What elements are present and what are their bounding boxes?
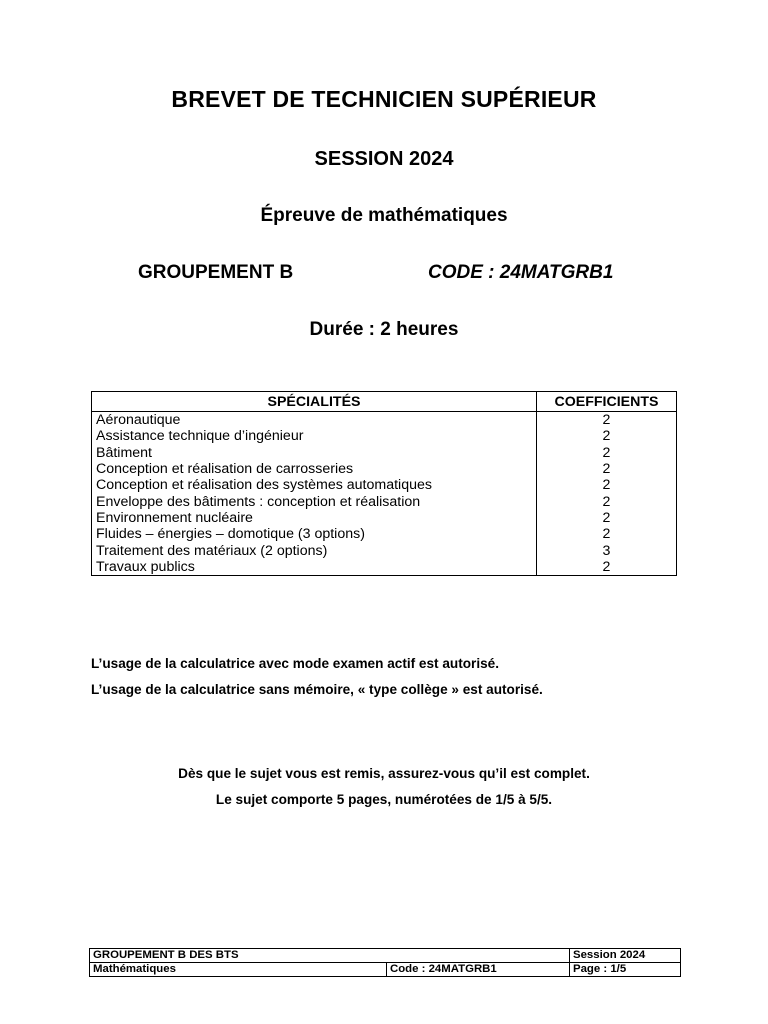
footer-matiere: Mathématiques xyxy=(90,963,387,977)
table-row xyxy=(92,428,677,444)
table-header-row xyxy=(92,392,677,412)
footer-page: Page : 1/5 xyxy=(570,963,681,977)
coefficient-cell: 2 xyxy=(537,526,677,542)
specialites-table xyxy=(91,391,677,576)
footer-code: Code : 24MATGRB1 xyxy=(387,963,570,977)
coefficient-cell: 2 xyxy=(537,412,677,429)
coefficient-cell: 2 xyxy=(537,493,677,509)
session-heading: SESSION 2024 xyxy=(314,148,454,170)
footer-row xyxy=(90,963,681,977)
table-row xyxy=(92,445,677,461)
calculator-note-exam-mode: L’usage de la calculatrice avec mode examen actif est autorisé. xyxy=(91,656,500,671)
table-row xyxy=(92,510,677,526)
specialite-cell: Aéronautique xyxy=(92,412,537,429)
specialite-cell: Conception et réalisation des systèmes automatiques xyxy=(92,477,537,493)
coefficient-cell: 3 xyxy=(537,542,677,558)
specialite-cell: Assistance technique d’ingénieur xyxy=(92,428,537,444)
specialite-cell: Conception et réalisation de carrosseries xyxy=(92,461,537,477)
coefficient-cell: 2 xyxy=(537,510,677,526)
table-row xyxy=(92,559,677,576)
coefficient-cell: 2 xyxy=(537,461,677,477)
table-row xyxy=(92,461,677,477)
groupement-label: GROUPEMENT B xyxy=(138,262,294,283)
coefficient-cell: 2 xyxy=(537,559,677,576)
coefficient-cell: 2 xyxy=(537,445,677,461)
specialite-cell: Bâtiment xyxy=(92,445,537,461)
duree-label: Durée : 2 heures xyxy=(309,319,459,340)
specialites-column-header: SPÉCIALITÉS xyxy=(92,392,537,412)
document-title: BREVET DE TECHNICIEN SUPÉRIEUR xyxy=(171,86,597,112)
page-count-note: Le sujet comporte 5 pages, numérotées de 1/5 à 5/5. xyxy=(215,792,553,807)
table-row xyxy=(92,493,677,509)
completeness-note: Dès que le sujet vous est remis, assurez-vous qu’il est complet. xyxy=(178,766,590,781)
specialite-cell: Traitement des matériaux (2 options) xyxy=(92,542,537,558)
table-row xyxy=(92,526,677,542)
footer-row xyxy=(90,949,681,963)
specialite-cell: Enveloppe des bâtiments : conception et réalisation xyxy=(92,493,537,509)
footer-groupement: GROUPEMENT B DES BTS xyxy=(90,949,570,963)
specialite-cell: Fluides – énergies – domotique (3 options) xyxy=(92,526,537,542)
coefficient-cell: 2 xyxy=(537,428,677,444)
calculator-note-college: L’usage de la calculatrice sans mémoire, « type collège » est autorisé. xyxy=(91,682,543,697)
coefficient-cell: 2 xyxy=(537,477,677,493)
table-row xyxy=(92,542,677,558)
table-row xyxy=(92,477,677,493)
coefficients-column-header: COEFFICIENTS xyxy=(537,392,677,412)
specialite-cell: Environnement nucléaire xyxy=(92,510,537,526)
footer-table xyxy=(89,948,681,977)
table-row xyxy=(92,412,677,429)
specialite-cell: Travaux publics xyxy=(92,559,537,576)
footer-session: Session 2024 xyxy=(570,949,681,963)
code-label: CODE : 24MATGRB1 xyxy=(428,262,614,283)
epreuve-heading: Épreuve de mathématiques xyxy=(260,205,508,226)
